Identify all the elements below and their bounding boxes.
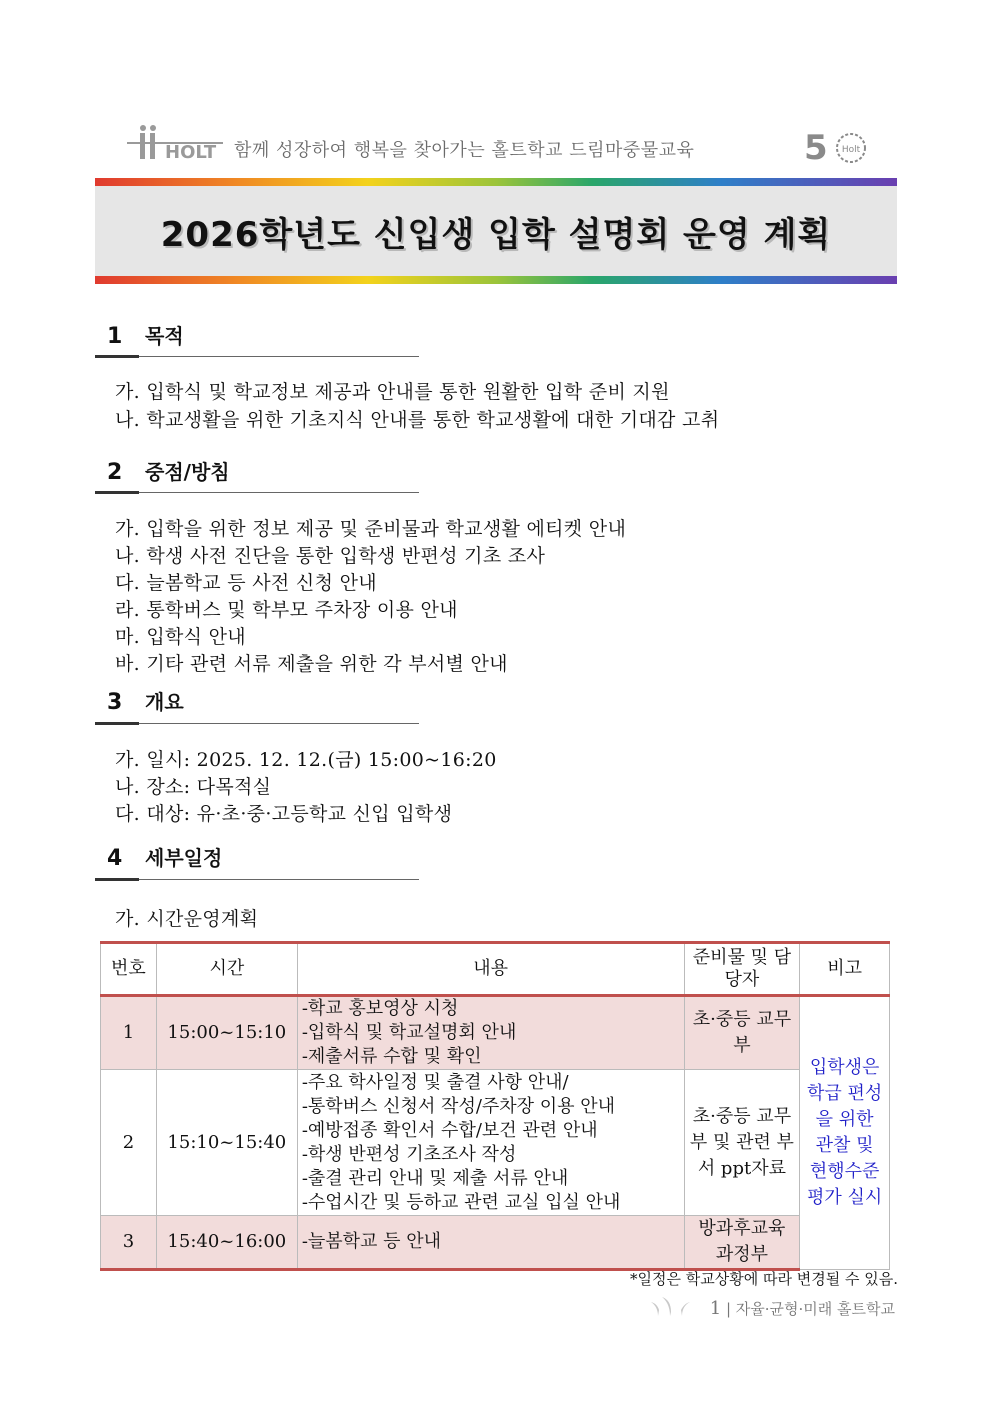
section-underline bbox=[95, 722, 139, 725]
row-content bbox=[297, 1216, 684, 1270]
sprout-icon bbox=[650, 1294, 694, 1318]
header-owner: 준비물 및 담당자 bbox=[684, 943, 800, 996]
section-number: 3 bbox=[107, 690, 123, 715]
list-item: 라. 통학버스 및 학부모 주차장 이용 안내 bbox=[115, 599, 458, 621]
section-rule bbox=[139, 492, 419, 493]
schedule-table bbox=[100, 941, 890, 1271]
list-item: 다. 대상: 유·초·중·고등학교 신입 입학생 bbox=[115, 803, 453, 825]
header-content: 내용 bbox=[297, 943, 684, 996]
section-rule bbox=[139, 356, 419, 357]
row-owner: 방과후교육 과정부 bbox=[684, 1216, 800, 1270]
header-no: 번호 bbox=[101, 943, 157, 996]
anniversary-mark: Holt bbox=[841, 145, 861, 155]
section-title: 중점/방침 bbox=[145, 460, 230, 484]
table-row bbox=[101, 1216, 890, 1270]
list-item: 가. 입학식 및 학교정보 제공과 안내를 통한 원활한 입학 준비 지원 bbox=[115, 381, 670, 403]
page-number: 1 bbox=[709, 1298, 722, 1319]
content-line: -학교 홍보영상 시청 bbox=[301, 998, 459, 1019]
content-line: -통학버스 신청서 작성/주차장 이용 안내 bbox=[301, 1095, 616, 1117]
footer-motto: | 자율·균형·미래 홀트학교 bbox=[725, 1300, 895, 1318]
list-item: 나. 학교생활을 위한 기초지식 안내를 통한 학교생활에 대한 기대감 고취 bbox=[115, 409, 720, 431]
note-cell: 입학생은 학급 편성을 위한 관찰 및 현행수준 평가 실시 bbox=[800, 996, 890, 1270]
row-owner: 초·중등 교무부 bbox=[684, 996, 800, 1070]
header-slogan: 함께 성장하여 행복을 찾아가는 홀트학교 드림마중물교육 bbox=[234, 140, 695, 161]
section-number: 2 bbox=[107, 460, 123, 485]
rainbow-bar-bottom bbox=[95, 276, 897, 284]
logo-text: HOLT bbox=[165, 142, 217, 163]
title-box bbox=[95, 186, 897, 276]
header-note: 비고 bbox=[800, 943, 890, 996]
table-row bbox=[101, 996, 890, 1070]
content-line: -늘봄학교 등 안내 bbox=[301, 1231, 442, 1252]
content-line: -학생 반편성 기초조사 작성 bbox=[301, 1143, 517, 1165]
document-title: 2026학년도 신입생 입학 설명회 운영 계획 bbox=[160, 214, 832, 255]
section-title: 목적 bbox=[145, 324, 184, 348]
section-rule bbox=[139, 723, 419, 724]
section-heading bbox=[107, 686, 184, 715]
header-time: 시간 bbox=[156, 943, 297, 996]
row-content bbox=[297, 996, 684, 1070]
list-item: 가. 일시: 2025. 12. 12.(금) 15:00~16:20 bbox=[115, 749, 497, 771]
section-heading bbox=[107, 842, 222, 871]
row-time: 15:10~15:40 bbox=[156, 1070, 297, 1216]
table-row bbox=[101, 1070, 890, 1216]
section-title: 세부일정 bbox=[145, 846, 223, 870]
row-number: 2 bbox=[101, 1070, 157, 1216]
content-line: -출결 관리 안내 및 제출 서류 안내 bbox=[301, 1167, 569, 1189]
content-line: -주요 학사일정 및 출결 사항 안내/ bbox=[301, 1071, 569, 1093]
section-underline bbox=[95, 355, 139, 358]
row-content bbox=[297, 1070, 684, 1216]
list-item: 가. 시간운영계획 bbox=[115, 908, 259, 930]
anniversary-emblem bbox=[804, 126, 872, 166]
content-line: -수업시간 및 등하교 관련 교실 입실 안내 bbox=[301, 1191, 621, 1213]
section-heading bbox=[107, 320, 184, 349]
content-line: -입학식 및 학교설명회 안내 bbox=[301, 1022, 517, 1043]
row-time: 15:00~15:10 bbox=[156, 996, 297, 1070]
table-header-row bbox=[101, 943, 890, 996]
row-time: 15:40~16:00 bbox=[156, 1216, 297, 1270]
list-item: 마. 입학식 안내 bbox=[115, 626, 246, 648]
section-number: 4 bbox=[107, 846, 123, 871]
section-number: 1 bbox=[107, 324, 123, 349]
section-heading bbox=[107, 456, 230, 485]
row-number: 1 bbox=[101, 996, 157, 1070]
content-line: -제출서류 수합 및 확인 bbox=[301, 1046, 482, 1067]
list-item: 나. 장소: 다목적실 bbox=[115, 776, 272, 798]
section-underline bbox=[95, 878, 139, 881]
section-rule bbox=[139, 879, 419, 880]
list-item: 다. 늘봄학교 등 사전 신청 안내 bbox=[115, 572, 377, 594]
schedule-footnote: *일정은 학교상황에 따라 변경될 수 있음. bbox=[630, 1270, 898, 1288]
holt-logo bbox=[125, 122, 225, 164]
content-line: -예방접종 확인서 수합/보건 관련 안내 bbox=[301, 1119, 598, 1141]
list-item: 가. 입학을 위한 정보 제공 및 준비물과 학교생활 에티켓 안내 bbox=[115, 518, 627, 540]
rainbow-bar-top bbox=[95, 178, 897, 186]
section-underline bbox=[95, 491, 139, 494]
row-number: 3 bbox=[101, 1216, 157, 1270]
row-owner: 초·중등 교무부 및 관련 부서 ppt자료 bbox=[684, 1070, 800, 1216]
page-footer bbox=[710, 1298, 895, 1319]
section-title: 개요 bbox=[145, 690, 184, 714]
anniversary-number: 5 bbox=[804, 128, 828, 166]
list-item: 바. 기타 관련 서류 제출을 위한 각 부서별 안내 bbox=[115, 653, 508, 675]
list-item: 나. 학생 사전 진단을 통한 입학생 반편성 기초 조사 bbox=[115, 545, 546, 567]
